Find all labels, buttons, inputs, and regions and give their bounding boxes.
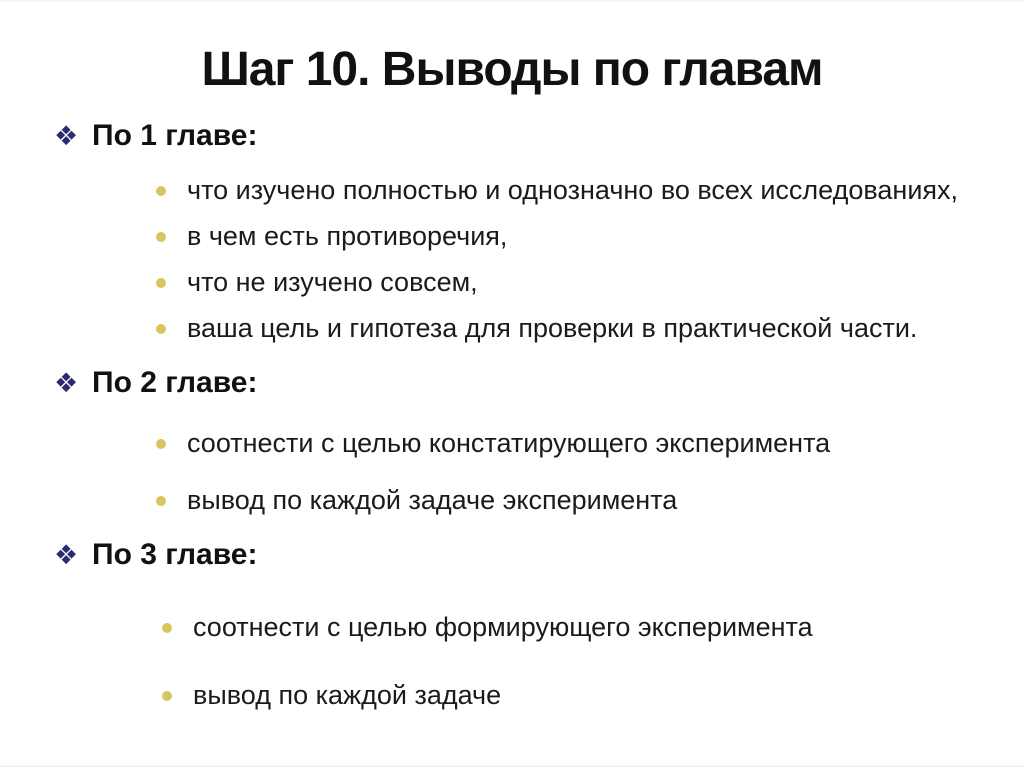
section-chapter-1 — [44, 119, 988, 344]
diamond-bullet-icon: ❖ — [54, 367, 79, 398]
bullet-item — [44, 221, 988, 252]
dot-bullet-icon — [156, 278, 166, 288]
dot-bullet-icon — [162, 691, 172, 701]
dot-bullet-icon — [156, 232, 166, 242]
bullet-item — [44, 175, 988, 206]
section-heading-label: По 1 главе: — [92, 119, 258, 153]
section-heading-label: По 2 главе: — [92, 366, 258, 400]
section-heading — [44, 538, 988, 572]
bullet-item-text: в чем есть противоречия, — [187, 221, 508, 252]
section-heading — [44, 119, 988, 153]
bullet-item-text: ваша цель и гипотеза для проверки в практической части. — [187, 313, 918, 344]
dot-bullet-icon — [162, 623, 172, 633]
dot-bullet-icon — [156, 439, 166, 449]
slide-title: Шаг 10. Выводы по главам — [201, 43, 823, 96]
bullet-item-text: вывод по каждой задаче — [193, 679, 502, 710]
bullet-item — [44, 428, 988, 459]
diamond-bullet-icon: ❖ — [54, 120, 79, 151]
bullet-item — [44, 485, 988, 516]
section-chapter-2 — [44, 366, 988, 516]
bullet-item — [44, 267, 988, 298]
dot-bullet-icon — [156, 186, 166, 196]
bullet-item-text: что изучено полностью и однозначно во всех исследованиях, — [187, 175, 959, 206]
section-heading-label: По 3 главе: — [92, 538, 258, 572]
dot-bullet-icon — [156, 496, 166, 506]
diamond-bullet-icon: ❖ — [54, 539, 79, 570]
bullet-item — [44, 612, 988, 643]
bullet-item-text: что не изучено совсем, — [187, 267, 478, 298]
bullet-item-text: соотнести с целью формирующего эксперимента — [193, 612, 813, 643]
section-heading — [44, 366, 988, 400]
slide-body — [0, 119, 1024, 710]
bullet-item — [44, 680, 988, 711]
bullet-item — [44, 313, 988, 344]
bullet-item-text: вывод по каждой задаче эксперимента — [187, 485, 678, 516]
bullet-item-text: соотнести с целью констатирующего эксперимента — [187, 428, 831, 459]
section-chapter-3 — [44, 538, 988, 710]
dot-bullet-icon — [156, 324, 166, 334]
